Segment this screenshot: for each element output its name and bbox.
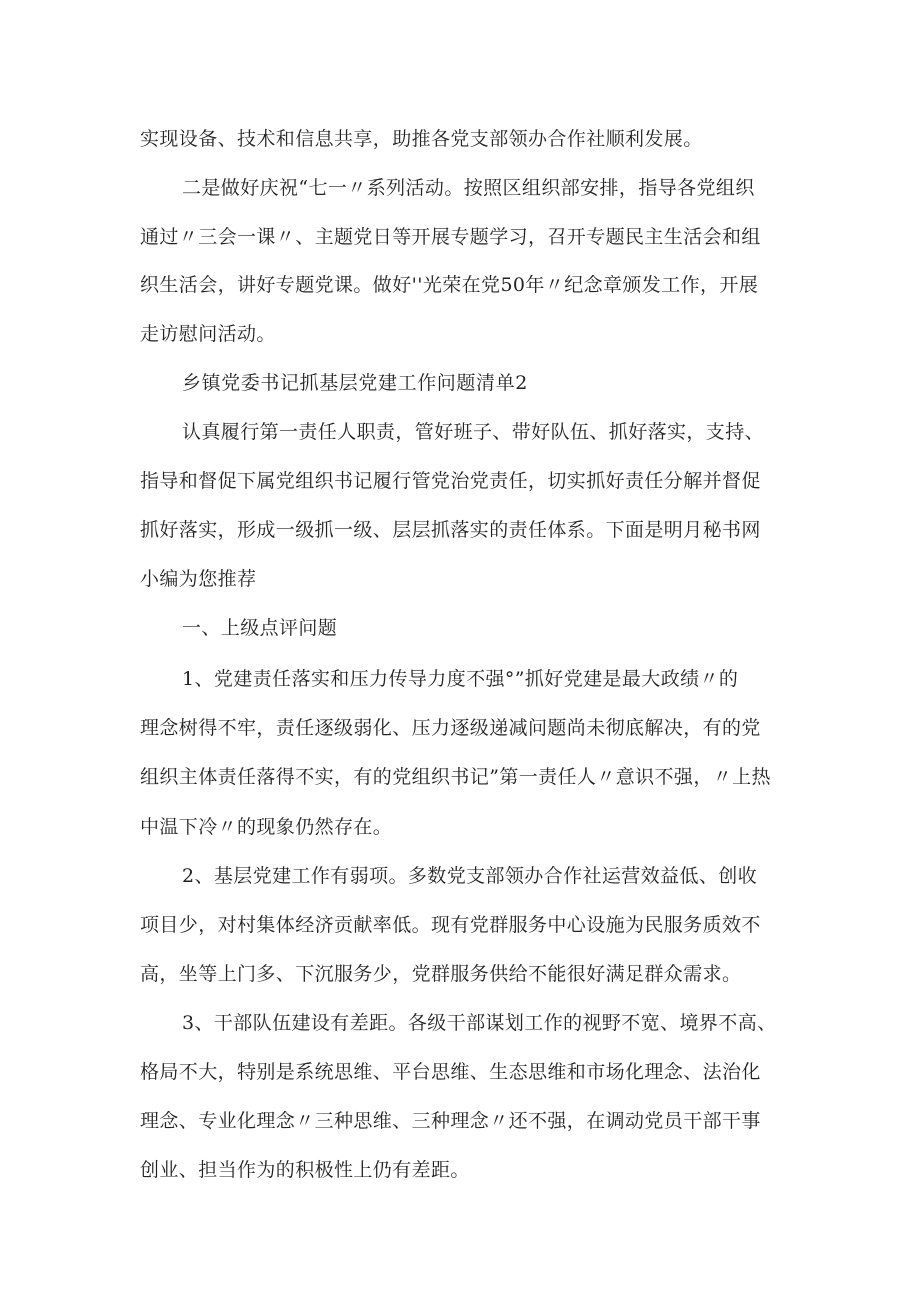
text-line: 中温下冷〃的现象仍然存在。 (140, 816, 393, 838)
text-line: 二是做好庆祝“七一〃系列活动。按照区组织部安排，指导各党组织 (182, 177, 755, 199)
text-line: 实现设备、技术和信息共享，助推各党支部领办合作社顺利发展。 (140, 128, 703, 150)
text-line: 走访慰问活动。 (140, 323, 276, 345)
text-line: 织生活会，讲好专题党课。做好''光荣在党50年〃纪念章颁发工作，开展 (140, 274, 759, 296)
text-line: 3、干部队伍建设有差距。各级干部谋划工作的视野不宽、境界不高、 (182, 1012, 777, 1034)
text-line: 2、基层党建工作有弱项。多数党支部领办合作社运营效益低、创收 (182, 865, 758, 887)
text-line: 格局不大，特别是系统思维、平台思维、生态思维和市场化理念、法治化 (140, 1061, 761, 1083)
text-line: 高，坐等上门多、下沉服务少，党群服务供给不能很好满足群众需求。 (140, 963, 742, 985)
text-line: 理念树得不牢，责任逐级弱化、压力逐级递减问题尚未彻底解决，有的党 (140, 717, 761, 739)
section-title: 乡镇党委书记抓基层党建工作问题清单2 (182, 372, 528, 394)
text-line: 1、党建责任落实和压力传导力度不强°”抓好党建是最大政绩〃的 (182, 668, 739, 690)
text-line: 指导和督促下属党组织书记履行管党治党责任，切实抓好责任分解并督促 (140, 470, 761, 492)
text-line: 抓好落实，形成一级抓一级、层层抓落实的责任体系。下面是明月秘书网 (140, 519, 761, 541)
text-line: 创业、担当作为的积极性上仍有差距。 (140, 1159, 470, 1181)
text-line: 通过〃三会一课〃、主题党日等开展专题学习，召开专题民主生活会和组 (140, 226, 761, 248)
text-line: 认真履行第一责任人职责，管好班子、带好队伍、抓好落实，支持、 (182, 421, 765, 443)
text-line: 项目少，对村集体经济贡献率低。现有党群服务中心设施为民服务质效不 (140, 914, 761, 936)
text-line: 组织主体责任落得不实，有的党组织书记”第一责任人〃意识不强，〃上热 (140, 766, 771, 788)
text-line: 理念、专业化理念〃三种思维、三种理念〃还不强，在调动党员干部干事 (140, 1110, 761, 1132)
subsection-heading: 一、上级点评问题 (182, 617, 338, 639)
text-line: 小编为您推荐 (140, 568, 257, 590)
